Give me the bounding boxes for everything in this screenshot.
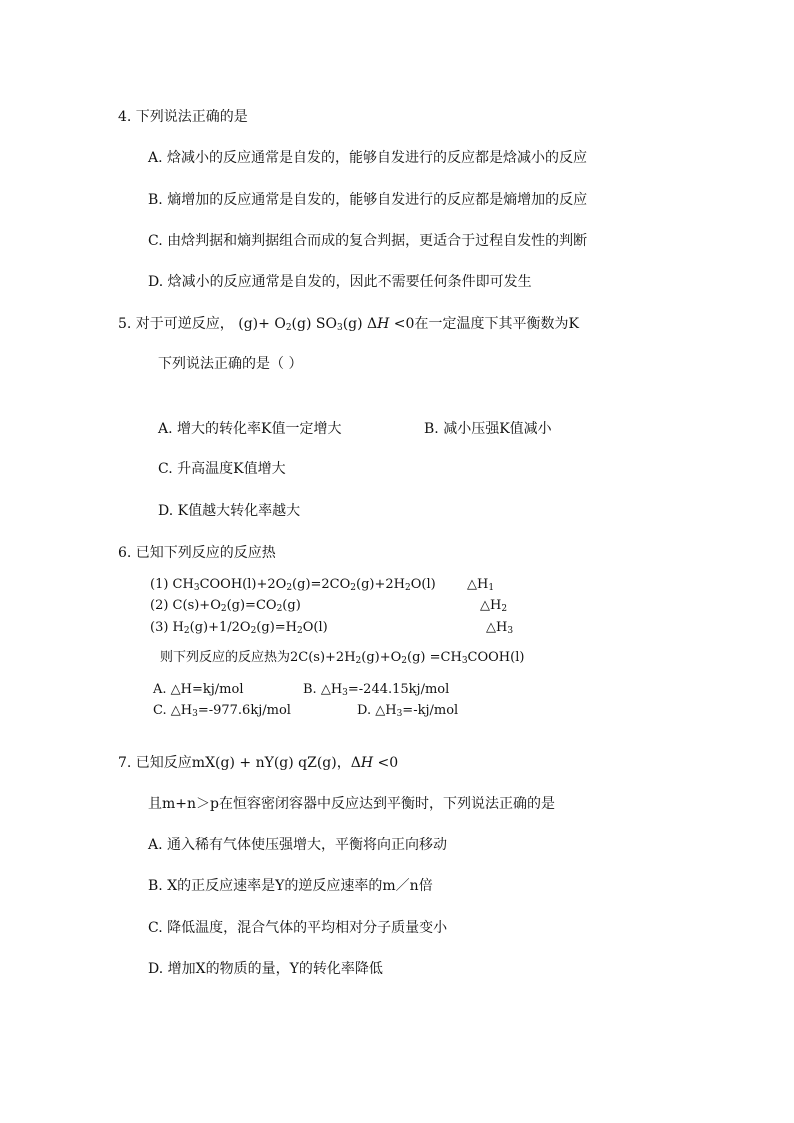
q6-option-b: B. $\triangle H_3=-244.15kj$/mol	[303, 682, 450, 698]
q6-dh3: $\triangle H_3$	[486, 620, 514, 636]
q6-ask: 则下列反应的反应热为$2C(s)+2H_2(g)+O_2(g)$ $=CH_3COOH(l)$	[160, 650, 525, 666]
q6-dh2: $\triangle H_2$	[480, 598, 508, 614]
q7-option-a: A. 通入稀有气体使压强增大，平衡将向正向移动	[148, 837, 448, 853]
q6-dh1: $\triangle H_1$	[467, 577, 495, 593]
q5-option-d: D. K值越大转化率越大	[158, 503, 301, 519]
q4-stem: 4. 下列说法正确的是	[118, 109, 248, 125]
q4-option-a: A. 焓减小的反应通常是自发的，能够自发进行的反应都是焓减小的反应	[148, 150, 588, 166]
q5-stem-line2: 下列说法正确的是（ ）	[158, 356, 303, 372]
q4-option-d: D. 焓减小的反应通常是自发的，因此不需要任何条件即可发生	[148, 274, 532, 290]
q7-option-c: C. 降低温度，混合气体的平均相对分子质量变小	[148, 920, 448, 936]
q5-option-c: C. 升高温度K值增大	[158, 461, 286, 477]
q5-option-b: B. 减小压强K值减小	[424, 421, 552, 437]
q7-option-b: B. X的正反应速率是Y的逆反应速率的m／n倍	[148, 878, 433, 894]
q5-option-a: A. 增大的转化率K值一定增大	[158, 421, 342, 437]
q5-stem: 5. 对于可逆反应， $(g)+ O_2(g)$ $SO_3(g)$ ΔH <0在一定温度下其平衡数为K	[118, 316, 579, 333]
q6-reaction-1: (1) $CH_3COOH(l)+2O_2(g)=2CO_2(g)+2H_2O(l)$	[150, 577, 436, 593]
q4-option-b: B. 熵增加的反应通常是自发的，能够自发进行的反应都是熵增加的反应	[148, 192, 588, 208]
q7-stem-line2: 且m+n＞p在恒容密闭容器中反应达到平衡时，下列说法正确的是	[148, 796, 555, 812]
q6-reaction-3: (3) $H_2(g)+1/2O_2(g)=H_2O(l)$	[150, 620, 328, 636]
q6-option-a: A. △H=kj/mol	[153, 682, 244, 697]
q6-reaction-2: (2) $C(s)+O_2(g)=CO_2(g)$	[150, 598, 301, 614]
q7-stem: 7. 已知反应mX(g) + nY(g) qZ(g)，ΔH <0	[118, 755, 399, 771]
q6-stem: 6. 已知下列反应的反应热	[118, 545, 276, 561]
q7-option-d: D. 增加X的物质的量，Y的转化率降低	[148, 961, 383, 977]
q6-option-d: D. $\triangle H_3=-kj$/mol	[357, 703, 459, 719]
q4-option-c: C. 由焓判据和熵判据组合而成的复合判据，更适合于过程自发性的判断	[148, 233, 588, 249]
q6-option-c: C. $\triangle H_3=-977.6kj$/mol	[153, 703, 291, 719]
